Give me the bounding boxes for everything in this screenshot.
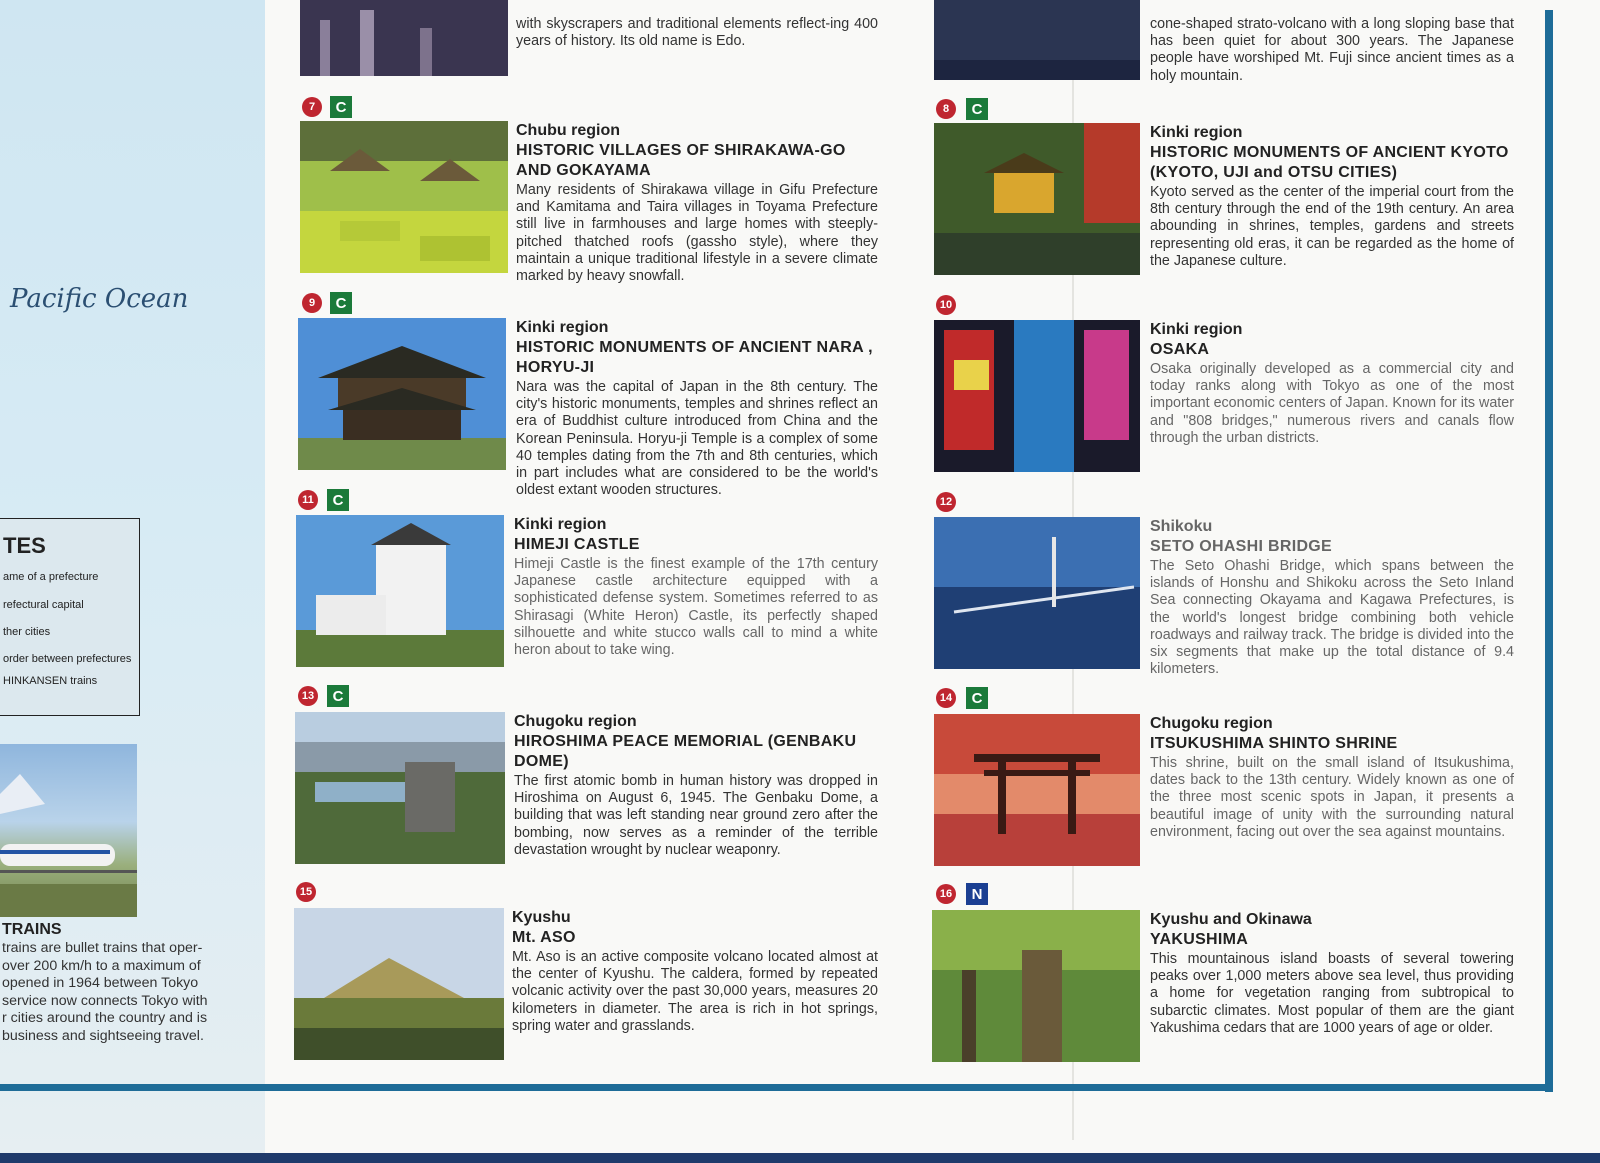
- fuji-photo: [934, 0, 1140, 80]
- category-badge: C: [330, 292, 352, 314]
- legend-item: ame of a prefecture: [3, 571, 99, 583]
- himeji-castle-photo: [296, 515, 504, 667]
- site-entry-13: Chugoku region HIROSHIMA PEACE MEMORIAL (GENBAKU DOME) The first atomic bomb in human history was dropped in Hiroshima on August 6, 1945. The Genbaku Dome, a building that was left standing near ground zero after the bombing, now serves as a reminder of the terrible devastation wrought by nuclear weaponry.: [514, 713, 878, 858]
- shinkansen-photo: [0, 744, 137, 917]
- site-entry-10: Kinki region OSAKA Osaka originally developed as a commercial city and today ranks along with Tokyo as one of the most important economic centers of Japan. Known for its water and "808 bridges," numerous rivers and canals flow through the urban districts.: [1150, 321, 1514, 446]
- site-number: 7: [302, 97, 322, 117]
- site-entry-11: Kinki region HIMEJI CASTLE Himeji Castle is the finest example of the 17th century Japanese castle architecture equipped with a sophisticated defense system. Sometimes referred to as Shirasagi (White Heron) Castle, its perfectly shaped silhouette and white stucco walls call to mind a white heron about to take wing.: [514, 516, 878, 659]
- legend-title: TES: [3, 533, 46, 558]
- site-entry-7: Chubu region HISTORIC VILLAGES OF SHIRAKAWA-GO AND GOKAYAMA Many residents of Shirakawa village in Gifu Prefecture and Kamitama and Taira villages in Toyama Prefecture still live in farmhouses and large homes with steeply-pitched thatched roofs (gassho style), where they maintain a unique traditional lifestyle in a severe climate marked by heavy snowfall.: [516, 122, 878, 285]
- map-legend: [0, 518, 140, 716]
- site-number: 12: [936, 492, 956, 512]
- fuji-text-fragment: cone-shaped strato-volcano with a long sloping base that has been quiet for about 300 years. The Japanese people have worshiped Mt. Fuji since ancient times as a holy mountain.: [1150, 16, 1514, 84]
- trains-line: business and sightseeing travel.: [2, 1027, 204, 1044]
- legend-item: order between prefectures: [3, 653, 132, 665]
- ocean-label: Pacific Ocean: [10, 284, 189, 314]
- trains-line: r cities around the country and is: [2, 1010, 208, 1026]
- category-badge: C: [330, 96, 352, 118]
- category-badge: C: [327, 489, 349, 511]
- site-number: 9: [302, 293, 322, 313]
- site-entry-9: Kinki region HISTORIC MONUMENTS OF ANCIENT NARA , HORYU-JI Nara was the capital of Japan in the 8th century. The city's historic monuments, temples and shrines reflect an era of Buddhist culture introduced from China and the Korean Peninsula. Horyu-ji Temple is a complex of some 40 temples dating from the 7th and 8th centuries, which in part includes what are considered to be the world's oldest extant wooden structures.: [516, 319, 878, 499]
- site-number: 14: [936, 688, 956, 708]
- trains-line: opened in 1964 between Tokyo: [2, 975, 199, 991]
- site-entry-15: Kyushu Mt. ASO Mt. Aso is an active composite volcano located almost at the center of Kyushu. The caldera, formed by repeated volcanic activity over the past 30,000 years, measures 20 kilometers in diameter. The area is rich in hot springs, spring water and grasslands.: [512, 909, 878, 1034]
- site-entry-12: Shikoku SETO OHASHI BRIDGE The Seto Ohashi Bridge, which spans between the islands of Honshu and Shikoku across the Seto Inland Sea connecting Okayama and Kagawa Prefectures, is the world's longest bridge combining both vehicle roadways and railway track. The bridge is divided into the six segments that make up the total distance of 9.4 kilometers.: [1150, 518, 1514, 678]
- legend-item: HINKANSEN trains: [3, 675, 98, 687]
- trains-body: [2, 940, 246, 1045]
- legend-item: ther cities: [3, 626, 51, 638]
- frame-border-right: [1545, 10, 1553, 1092]
- category-badge: C: [966, 98, 988, 120]
- site-number: 15: [296, 882, 316, 902]
- tokyo-text-fragment: with skyscrapers and traditional elements reflect-ing 400 years of history. Its old name is Edo.: [516, 16, 878, 50]
- site-entry-8: Kinki region HISTORIC MONUMENTS OF ANCIENT KYOTO (KYOTO, UJI and OTSU CITIES) Kyoto served as the center of the imperial court from the 8th century through the end of the 19th century. An area abounding in shrines, temples, gardens and streets representing old eras, it can be regarded as the home of the Japanese culture.: [1150, 124, 1514, 269]
- site-number: 10: [936, 295, 956, 315]
- frame-border-bottom: [0, 1084, 1553, 1091]
- trains-line: service now connects Tokyo with: [2, 992, 208, 1009]
- mt-aso-photo: [294, 908, 504, 1060]
- site-number: 11: [298, 490, 318, 510]
- trains-line: trains are bullet trains that oper-: [2, 940, 203, 956]
- seto-ohashi-bridge-photo: [934, 517, 1140, 669]
- itsukushima-torii-photo: [934, 714, 1140, 866]
- bottom-strip: [0, 1153, 1600, 1163]
- trains-line: over 200 km/h to a maximum of: [2, 957, 201, 974]
- genbaku-dome-photo: [295, 712, 505, 864]
- kinkaku-ji-photo: [934, 123, 1140, 275]
- shirakawa-go-photo: [300, 121, 508, 273]
- yakushima-cedar-photo: [932, 910, 1140, 1062]
- site-number: 8: [936, 99, 956, 119]
- legend-item: refectural capital: [3, 599, 84, 611]
- category-badge: C: [966, 687, 988, 709]
- site-entry-16: Kyushu and Okinawa YAKUSHIMA This mountainous island boasts of several towering peaks over 1,000 meters above sea level, thus providing a home for vegetation ranging from subtropical to subarctic climates. Most popular of them are the giant Yakushima cedars that are 1000 years of age or older.: [1150, 911, 1514, 1036]
- tokyo-photo: [300, 0, 508, 76]
- osaka-photo: [934, 320, 1140, 472]
- category-badge: N: [966, 883, 988, 905]
- site-number: 13: [298, 686, 318, 706]
- site-entry-14: Chugoku region ITSUKUSHIMA SHINTO SHRINE This shrine, built on the small island of Itsukushima, dates back to the 13th century. Widely known as one of the three most scenic spots in Japan, it presents a beautiful image of unity with the surrounding natural environment, facing out over the sea against mountains.: [1150, 715, 1514, 840]
- site-number: 16: [936, 884, 956, 904]
- category-badge: C: [327, 685, 349, 707]
- trains-title: TRAINS: [2, 921, 62, 938]
- todai-ji-photo: [298, 318, 506, 470]
